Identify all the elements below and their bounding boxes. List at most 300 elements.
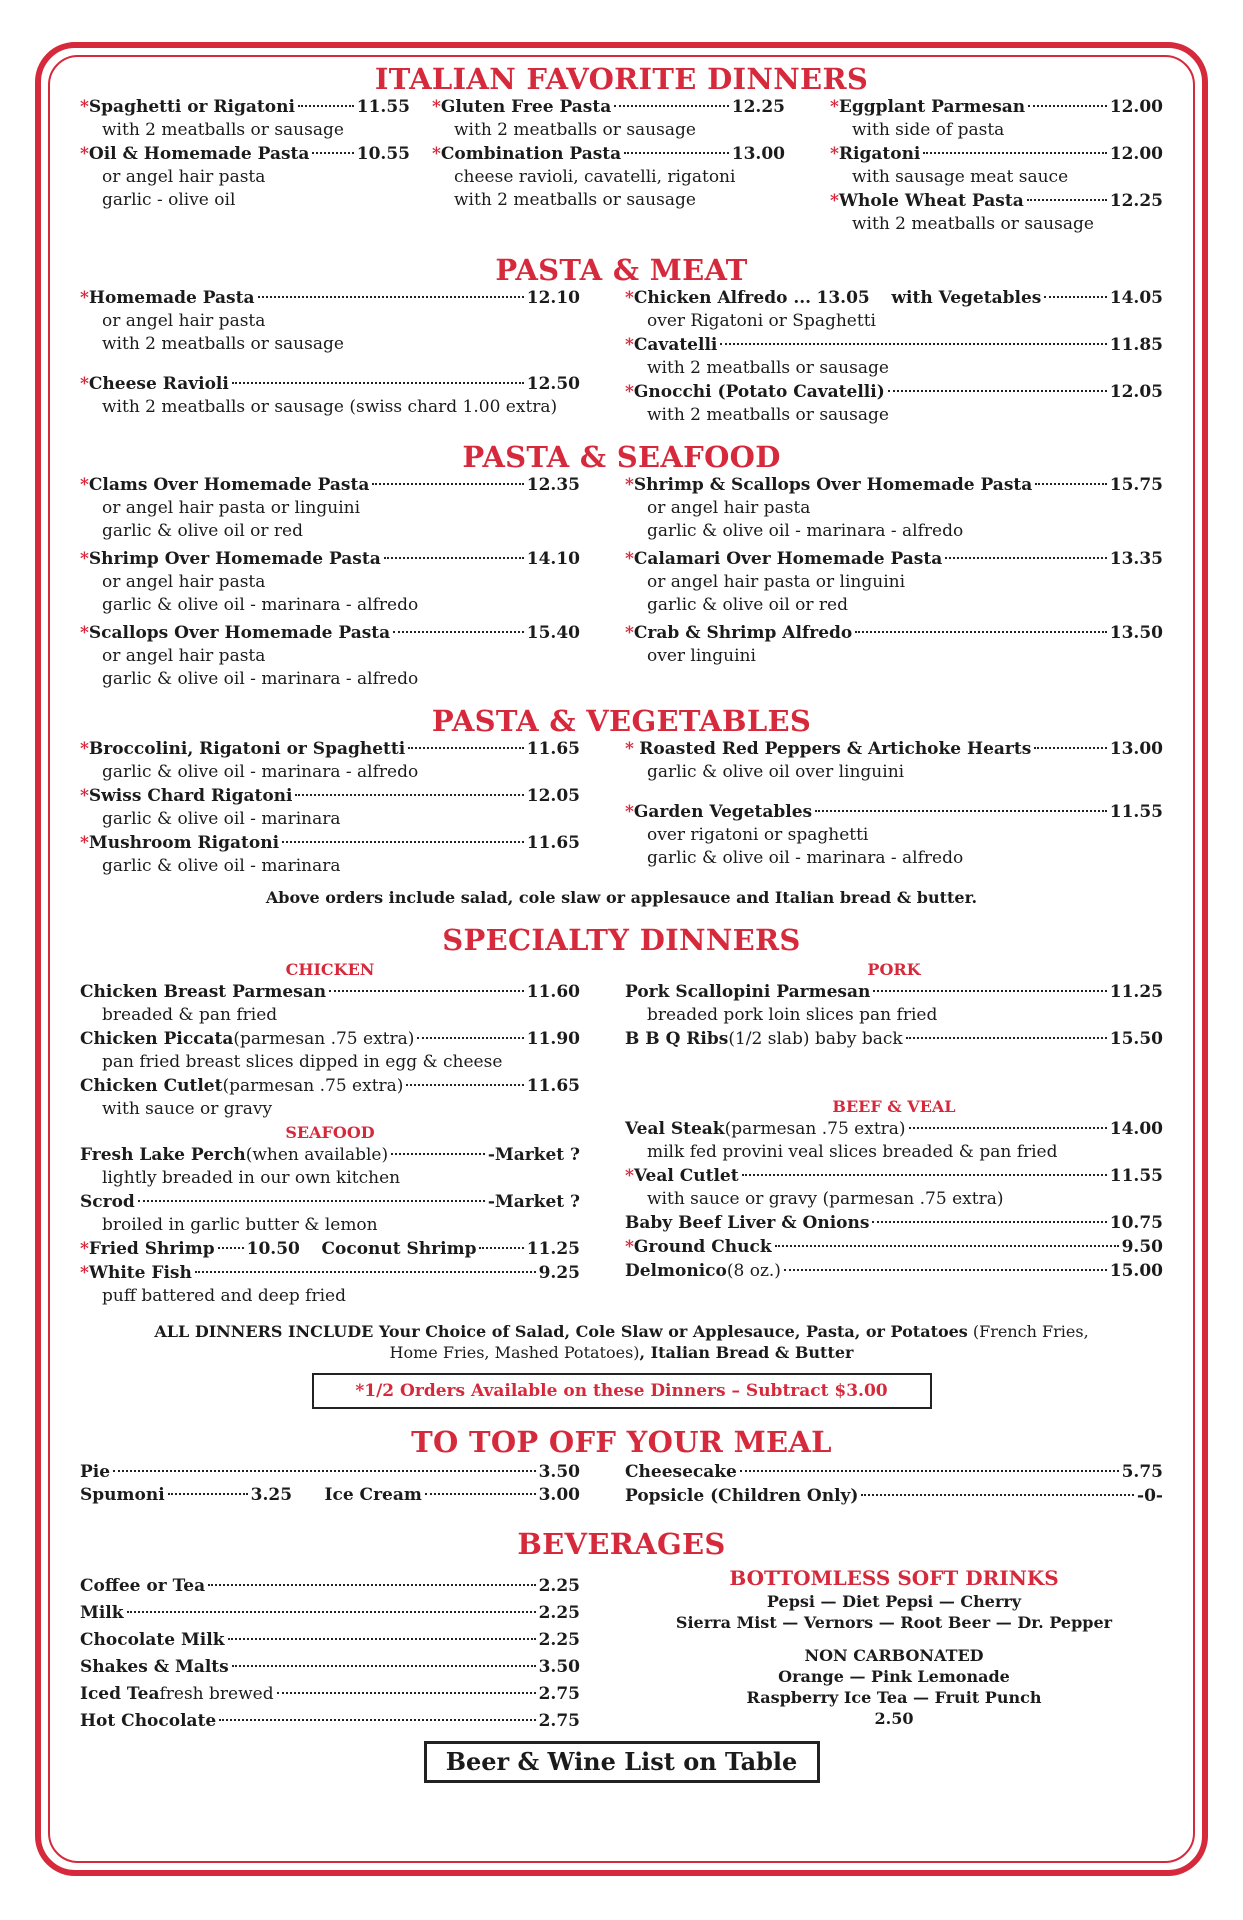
item-name: Fried Shrimp	[88, 1239, 215, 1259]
menu-content	[80, 62, 1163, 1783]
item-description: or angel hair pasta	[102, 572, 266, 592]
item-price: 12.50	[526, 374, 580, 394]
dot-leader	[138, 1200, 485, 1202]
beverages-left	[80, 1565, 580, 1735]
item-price: 2.25	[538, 1630, 580, 1650]
chicken-list	[80, 981, 580, 1121]
dot-leader	[784, 1269, 1107, 1271]
item-price: 15.40	[526, 623, 580, 643]
menu-item	[80, 287, 580, 356]
item-name: Cavatelli	[633, 335, 718, 355]
item-price: 12.25	[1109, 191, 1163, 211]
dot-leader	[742, 1174, 1107, 1176]
pork-heading: PORK	[867, 960, 921, 979]
dot-leader	[945, 557, 1107, 559]
item-price: 12.10	[526, 288, 580, 308]
item-description: or angel hair pasta or linguini	[647, 572, 906, 592]
item-description: broiled in garlic butter & lemon	[102, 1215, 378, 1235]
italian-favorites-section	[80, 96, 1163, 237]
dot-leader	[232, 382, 524, 384]
star-marker: *	[80, 374, 89, 394]
pasta-vegetables-section	[80, 738, 1163, 879]
dot-leader	[113, 1470, 536, 1472]
all-dinners-note	[80, 1321, 1163, 1363]
star-marker: *	[625, 475, 634, 495]
item-name: Gluten Free Pasta	[440, 97, 612, 117]
star-marker: *	[830, 97, 839, 117]
item-name: Homemade Pasta	[88, 288, 255, 308]
item-note: (parmesan .75 extra)	[724, 1119, 906, 1139]
beverages-right	[580, 1565, 1163, 1735]
pasta-vegetables-title: PASTA & VEGETABLES	[431, 704, 812, 738]
item-name: Cheese Ravioli	[88, 374, 229, 394]
specialty-dinners-title: SPECIALTY DINNERS	[442, 923, 801, 957]
non-carbonated-line: Raspberry Ice Tea — Fruit Punch	[746, 1688, 1042, 1707]
item-price: 12.00	[1109, 144, 1163, 164]
item-name: Scrod	[80, 1192, 135, 1212]
dot-leader	[872, 1221, 1106, 1223]
star-marker: *	[625, 288, 634, 308]
dot-leader	[208, 1584, 535, 1586]
menu-item	[830, 190, 1163, 236]
soft-drinks-heading: BOTTOMLESS SOFT DRINKS	[729, 1566, 1059, 1590]
menu-item	[625, 548, 1163, 617]
menu-item	[432, 96, 785, 142]
star-marker: *	[625, 739, 634, 759]
item-name: Pie	[80, 1462, 111, 1482]
item-price: 14.10	[526, 549, 580, 569]
italian-col-2	[410, 96, 785, 237]
item-price: 13.05	[816, 288, 870, 308]
item-name: Iced Tea	[80, 1684, 160, 1704]
star-marker: *	[80, 833, 89, 853]
pasta-seafood-section	[80, 474, 1163, 692]
item-description: pan fried breast slices dipped in egg & cheese	[102, 1052, 503, 1072]
item-name: Fresh Lake Perch	[80, 1145, 246, 1165]
dot-leader	[298, 105, 354, 107]
item-name: White Fish	[88, 1263, 192, 1283]
pork-list	[625, 981, 1163, 1051]
italian-favorites-title: ITALIAN FAVORITE DINNERS	[374, 62, 869, 96]
item-note: (1/2 slab) baby back	[728, 1029, 903, 1049]
item-price: 3.00	[538, 1485, 580, 1505]
desserts-right	[580, 1461, 1163, 1509]
dot-leader	[219, 1719, 535, 1721]
dot-leader	[228, 1638, 536, 1640]
item-description: or angel hair pasta	[102, 646, 266, 666]
all-dinners-bold: ALL DINNERS INCLUDE Your Choice of Salad, Cole Slaw or Applesauce, Pasta, or Potatoes	[154, 1322, 968, 1341]
soft-drinks-line: Sierra Mist — Vernors — Root Beer — Dr. Pepper	[675, 1613, 1113, 1632]
pasta-seafood-right	[580, 474, 1163, 692]
item-name: Roasted Red Peppers & Artichoke Hearts	[639, 739, 1032, 759]
item-name: Chocolate Milk	[80, 1630, 225, 1650]
menu-item-chicken-alfredo	[625, 287, 1163, 333]
pasta-seafood-title: PASTA & SEAFOOD	[462, 440, 781, 474]
beverage-list	[80, 1573, 580, 1734]
item-price: 13.35	[1109, 549, 1163, 569]
item-description: with 2 meatballs or sausage	[454, 120, 696, 140]
menu-item	[625, 1461, 1163, 1484]
item-name: Cheesecake	[625, 1462, 737, 1482]
item-price: 3.50	[538, 1462, 580, 1482]
menu-item	[625, 1165, 1163, 1211]
menu-item	[80, 1075, 580, 1121]
item-name: Popsicle (Children Only)	[625, 1486, 859, 1506]
menu-item	[80, 1461, 580, 1484]
item-price: 12.35	[526, 475, 580, 495]
item-note: (parmesan .75 extra)	[233, 1029, 415, 1049]
dot-leader	[906, 1037, 1107, 1039]
item-price: 13.00	[731, 144, 785, 164]
menu-item	[80, 474, 580, 543]
pasta-seafood-left	[80, 474, 580, 692]
item-description: garlic - olive oil	[102, 190, 236, 210]
item-price: 11.25	[526, 1239, 580, 1259]
item-price: 11.65	[526, 739, 580, 759]
star-marker: *	[625, 549, 634, 569]
menu-item	[80, 1484, 580, 1507]
chicken-heading: CHICKEN	[285, 960, 375, 979]
item-name: Scallops Over Homemade Pasta	[88, 623, 391, 643]
pasta-meat-left	[80, 287, 580, 428]
beer-wine-box: Beer & Wine List on Table	[424, 1741, 820, 1783]
item-description: with sauce or gravy (parmesan .75 extra)	[647, 1189, 1004, 1209]
item-price: 10.75	[1109, 1213, 1163, 1233]
dot-leader	[408, 747, 524, 749]
item-name: Coffee or Tea	[80, 1576, 206, 1596]
item-price: 3.50	[538, 1657, 580, 1677]
item-description: garlic & olive oil - marinara - alfredo	[102, 669, 419, 689]
menu-item	[80, 1627, 580, 1653]
item-price: 12.05	[1109, 382, 1163, 402]
menu-item	[80, 143, 410, 212]
item-price: 9.25	[538, 1263, 580, 1283]
item-name: Clams Over Homemade Pasta	[88, 475, 370, 495]
dot-leader	[372, 483, 523, 485]
dot-leader	[384, 557, 524, 559]
item-price: -Market ?	[487, 1192, 580, 1212]
star-marker: *	[80, 739, 89, 759]
item-name: with Vegetables	[891, 288, 1042, 308]
menu-item	[80, 1262, 580, 1308]
item-description: garlic & olive oil - marinara - alfredo	[647, 848, 964, 868]
menu-item	[80, 1028, 580, 1074]
item-price: 13.50	[1109, 623, 1163, 643]
item-note: (when available)	[245, 1145, 389, 1165]
star-marker: *	[625, 382, 634, 402]
beverages-title: BEVERAGES	[517, 1527, 726, 1561]
item-name: Shakes & Malts	[80, 1657, 229, 1677]
all-dinners-sides: (French Fries, Home Fries, Mashed Potatoes)	[389, 1322, 1089, 1362]
item-price: 13.00	[1109, 739, 1163, 759]
menu-item-shrimp	[80, 1238, 580, 1261]
item-description: garlic & olive oil - marinara	[102, 809, 341, 829]
dot-leader	[909, 1127, 1107, 1129]
menu-item	[625, 1212, 1163, 1235]
menu-item	[80, 785, 580, 831]
non-carbonated-price: 2.50	[874, 1709, 914, 1728]
star-marker: *	[80, 475, 89, 495]
menu-item	[625, 474, 1163, 543]
item-description: with sausage meat sauce	[852, 167, 1069, 187]
item-price: 14.05	[1109, 288, 1163, 308]
item-price: 11.85	[1109, 335, 1163, 355]
menu-item	[80, 373, 580, 419]
dot-leader	[1027, 199, 1107, 201]
dot-leader	[393, 631, 524, 633]
menu-item	[432, 143, 785, 212]
dot-leader	[232, 1665, 536, 1667]
item-description: over linguini	[647, 646, 756, 666]
item-price: 15.75	[1109, 475, 1163, 495]
star-marker: *	[625, 802, 634, 822]
all-dinners-bread: , Italian Bread & Butter	[639, 1343, 854, 1362]
menu-item	[830, 96, 1163, 142]
item-description: garlic & olive oil - marinara - alfredo	[102, 762, 419, 782]
item-price: 12.00	[1109, 97, 1163, 117]
menu-item	[80, 1573, 580, 1599]
dot-leader	[815, 810, 1107, 812]
dot-leader	[855, 631, 1106, 633]
italian-col-1	[80, 96, 410, 237]
item-price: 2.25	[538, 1576, 580, 1596]
dot-leader	[861, 1494, 1134, 1496]
star-marker: *	[625, 335, 634, 355]
item-price: 11.60	[526, 982, 580, 1002]
beef-veal-heading: BEEF & VEAL	[832, 1097, 956, 1116]
dot-leader	[1034, 747, 1106, 749]
item-description: with 2 meatballs or sausage	[102, 120, 344, 140]
item-price: 11.65	[526, 1076, 580, 1096]
specialty-right	[580, 959, 1163, 1309]
item-price: 5.75	[1121, 1462, 1163, 1482]
pasta-meat-title: PASTA & MEAT	[495, 253, 748, 287]
star-marker: *	[625, 1237, 634, 1257]
menu-item	[80, 622, 580, 691]
item-price: -Market ?	[487, 1145, 580, 1165]
item-description: with 2 meatballs or sausage	[647, 405, 889, 425]
dot-leader	[479, 1247, 523, 1249]
pasta-meat-right	[580, 287, 1163, 428]
menu-item	[80, 1654, 580, 1680]
item-name: Crab & Shrimp Alfredo	[633, 623, 853, 643]
item-name: Hot Chocolate	[80, 1711, 217, 1731]
dot-leader	[775, 1245, 1119, 1247]
item-name: Shrimp Over Homemade Pasta	[88, 549, 381, 569]
item-price: 11.55	[356, 97, 410, 117]
menu-item	[830, 143, 1163, 189]
includes-note: Above orders include salad, cole slaw or applesauce and Italian bread & butter.	[265, 888, 978, 907]
dot-leader	[1044, 296, 1106, 298]
item-price: 14.00	[1109, 1119, 1163, 1139]
star-marker: *	[625, 623, 634, 643]
star-marker: *	[80, 97, 89, 117]
item-name: Combination Pasta	[440, 144, 622, 164]
menu-item	[625, 1236, 1163, 1259]
menu-item	[80, 832, 580, 878]
item-price: 12.25	[731, 97, 785, 117]
item-name: Ground Chuck	[633, 1237, 772, 1257]
menu-item	[625, 334, 1163, 380]
menu-item	[80, 548, 580, 617]
item-name: Coconut Shrimp	[321, 1239, 477, 1259]
menu-item	[625, 622, 1163, 668]
dot-leader	[1028, 105, 1107, 107]
item-name: Delmonico	[625, 1261, 727, 1281]
item-description: or angel hair pasta	[102, 311, 266, 331]
item-name: Veal Cutlet	[633, 1166, 739, 1186]
menu-item	[625, 1485, 1163, 1508]
pasta-meat-right-list	[625, 334, 1163, 427]
item-price: 11.90	[526, 1029, 580, 1049]
item-name: Swiss Chard Rigatoni	[88, 786, 293, 806]
pasta-meat-section	[80, 287, 1163, 428]
item-description: milk fed provini veal slices breaded & pan fried	[647, 1142, 1058, 1162]
item-description: over Rigatoni or Spaghetti	[647, 311, 876, 331]
item-description: or angel hair pasta or linguini	[102, 498, 361, 518]
item-price: 11.55	[1109, 802, 1163, 822]
item-name: Chicken Piccata	[80, 1029, 234, 1049]
dot-leader	[417, 1037, 523, 1039]
desserts-left	[80, 1461, 580, 1509]
item-description: cheese ravioli, cavatelli, rigatoni	[454, 167, 736, 187]
dot-leader	[888, 390, 1107, 392]
item-name: Milk	[80, 1603, 124, 1623]
non-carbonated-heading: NON CARBONATED	[804, 1646, 984, 1665]
item-price: 11.25	[1109, 982, 1163, 1002]
item-name: Whole Wheat Pasta	[838, 191, 1024, 211]
item-name: Broccolini, Rigatoni or Spaghetti	[88, 739, 406, 759]
pasta-veg-left	[80, 738, 580, 879]
item-description: with 2 meatballs or sausage	[647, 358, 889, 378]
item-price: 2.75	[538, 1711, 580, 1731]
item-description: breaded pork loin slices pan fried	[647, 1005, 938, 1025]
item-name: Calamari Over Homemade Pasta	[633, 549, 943, 569]
seafood-list	[80, 1144, 580, 1237]
dot-leader	[624, 152, 729, 154]
item-note: fresh brewed	[159, 1684, 274, 1704]
dot-leader	[277, 1692, 536, 1694]
item-description: breaded & pan fried	[102, 1005, 278, 1025]
menu-item	[80, 1191, 580, 1237]
item-name: Ice Cream	[324, 1485, 422, 1505]
item-price: 11.65	[526, 833, 580, 853]
item-description: garlic & olive oil - marinara	[102, 856, 341, 876]
item-name: Chicken Cutlet	[80, 1076, 223, 1096]
menu-item	[625, 1118, 1163, 1164]
dot-leader	[218, 1247, 244, 1249]
star-marker: *	[80, 144, 89, 164]
menu-item	[80, 1681, 580, 1707]
desserts-title: TO TOP OFF YOUR MEAL	[411, 1425, 832, 1459]
item-name: Veal Steak	[625, 1119, 725, 1139]
dot-leader	[195, 1271, 536, 1273]
item-description: garlic & olive oil over linguini	[647, 762, 905, 782]
item-price: 15.00	[1109, 1261, 1163, 1281]
item-name: Shrimp & Scallops Over Homemade Pasta	[633, 475, 1033, 495]
item-price: 12.05	[526, 786, 580, 806]
menu-item	[625, 738, 1163, 784]
item-name: Baby Beef Liver & Onions	[625, 1213, 870, 1233]
item-description: or angel hair pasta	[647, 498, 811, 518]
item-price: -0-	[1137, 1486, 1163, 1506]
item-price: 2.75	[538, 1684, 580, 1704]
star-marker: *	[830, 144, 839, 164]
star-marker: *	[80, 623, 89, 643]
item-price: 9.50	[1121, 1237, 1163, 1257]
item-description: garlic & olive oil or red	[647, 595, 849, 615]
item-description: puff battered and deep fried	[102, 1286, 346, 1306]
item-name: Chicken Alfredo ...	[633, 288, 812, 308]
item-description: with 2 meatballs or sausage (swiss chard 1.00 extra)	[102, 397, 558, 417]
soft-drinks-line: Pepsi — Diet Pepsi — Cherry	[766, 1592, 1022, 1611]
item-description: with 2 meatballs or sausage	[454, 190, 696, 210]
item-description: lightly breaded in our own kitchen	[102, 1168, 401, 1188]
item-description: over rigatoni or spaghetti	[647, 825, 869, 845]
desserts-section	[80, 1461, 1163, 1509]
dot-leader	[168, 1493, 248, 1495]
dot-leader	[295, 794, 523, 796]
star-marker: *	[432, 144, 441, 164]
item-price: 10.55	[356, 144, 410, 164]
dot-leader	[329, 990, 524, 992]
item-price: 10.50	[246, 1239, 300, 1259]
star-marker: *	[432, 97, 441, 117]
menu-item	[80, 738, 580, 784]
star-marker: *	[80, 1239, 89, 1259]
menu-item	[625, 1260, 1163, 1283]
item-description: garlic & olive oil - marinara - alfredo	[102, 595, 419, 615]
beverages-section	[80, 1565, 1163, 1735]
star-marker: *	[625, 1166, 634, 1186]
half-orders-box: *1/2 Orders Available on these Dinners – Subtract $3.00	[312, 1373, 932, 1409]
dot-leader	[127, 1611, 536, 1613]
star-marker: *	[80, 786, 89, 806]
dot-leader	[923, 152, 1106, 154]
dot-leader	[614, 105, 729, 107]
item-description: garlic & olive oil or red	[102, 521, 304, 541]
item-price: 15.50	[1109, 1029, 1163, 1049]
menu-item	[80, 96, 410, 142]
specialty-left	[80, 959, 580, 1309]
item-description: with 2 meatballs or sausage	[852, 214, 1094, 234]
item-name: Pork Scallopini Parmesan	[625, 982, 871, 1002]
menu-item	[80, 981, 580, 1027]
item-note: (parmesan .75 extra)	[222, 1076, 404, 1096]
item-name: B B Q Ribs	[625, 1029, 729, 1049]
dot-leader	[425, 1493, 536, 1495]
dot-leader	[873, 990, 1106, 992]
item-description: with sauce or gravy	[102, 1099, 273, 1119]
italian-col-3	[785, 96, 1163, 237]
non-carbonated-line: Orange — Pink Lemonade	[778, 1667, 1010, 1686]
dot-leader	[391, 1153, 485, 1155]
item-description: with 2 meatballs or sausage	[102, 334, 344, 354]
dot-leader	[312, 152, 353, 154]
item-description: or angel hair pasta	[102, 167, 266, 187]
dot-leader	[406, 1084, 523, 1086]
item-description: with side of pasta	[852, 120, 1005, 140]
menu-item	[625, 801, 1163, 870]
dot-leader	[740, 1470, 1119, 1472]
item-name: Spaghetti or Rigatoni	[88, 97, 295, 117]
item-price: 2.25	[538, 1603, 580, 1623]
dot-leader	[1035, 483, 1107, 485]
item-name: Rigatoni	[838, 144, 921, 164]
item-name: Chicken Breast Parmesan	[80, 982, 327, 1002]
item-name: Eggplant Parmesan	[838, 97, 1026, 117]
item-description: garlic & olive oil - marinara - alfredo	[647, 521, 964, 541]
